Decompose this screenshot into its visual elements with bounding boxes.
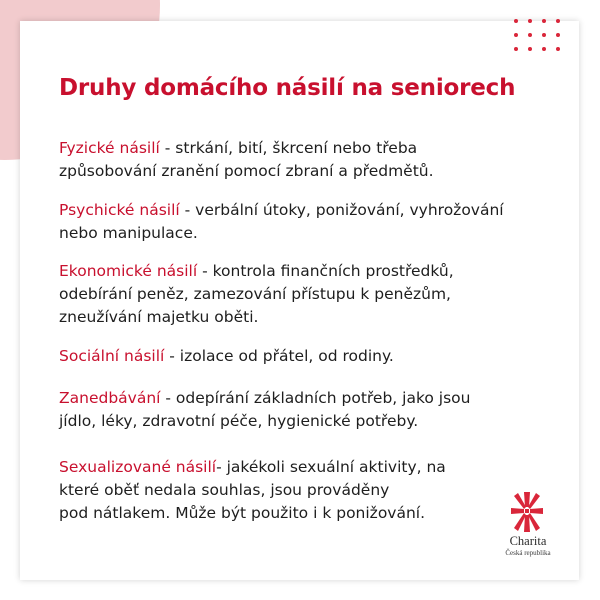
violence-type-description: - odepírání základních potřeb, jako jsou jídlo, léky, zdravotní péče, hygienické potřeby. (59, 389, 471, 430)
decorative-dot (514, 33, 518, 37)
decorative-dot (528, 19, 532, 23)
violence-type-description: - kontrola finančních prostředků, odebírání peněz, zamezování přístupu k penězům, zneužívání majetku oběti. (59, 262, 454, 326)
violence-type-term: Psychické násilí (59, 201, 180, 219)
violence-type-economic (59, 260, 539, 329)
violence-type-description: - strkání, bití, škrcení nebo třeba způsobování zranění pomocí zbraní a předmětů. (59, 139, 434, 180)
violence-type-term: Ekonomické násilí (59, 262, 198, 280)
charita-cross-icon (511, 492, 543, 534)
violence-type-social (59, 345, 539, 368)
violence-type-neglect (59, 387, 539, 433)
violence-type-term: Sexualizované násilí (59, 458, 217, 476)
decorative-dot (542, 19, 546, 23)
violence-type-psychological (59, 199, 539, 245)
decorative-dot (514, 47, 518, 51)
decorative-dot (528, 47, 532, 51)
decorative-dot-grid (514, 19, 562, 51)
decorative-dot (542, 47, 546, 51)
decorative-dot (528, 33, 532, 37)
violence-type-description: - verbální útoky, ponižování, vyhrožování nebo manipulace. (59, 201, 504, 242)
decorative-dot (556, 47, 560, 51)
decorative-dot (542, 33, 546, 37)
violence-type-term: Fyzické násilí (59, 139, 160, 157)
violence-type-sexualized (59, 456, 539, 525)
violence-type-term: Sociální násilí (59, 347, 165, 365)
violence-type-description: - jakékoli sexuální aktivity, na které oběť nedala souhlas, jsou prováděny pod nátlakem. Může být použito i k ponižování. (59, 458, 446, 522)
decorative-dot (556, 33, 560, 37)
violence-type-description: - izolace od přátel, od rodiny. (164, 347, 394, 365)
decorative-dot (556, 19, 560, 23)
charita-logo (498, 492, 568, 562)
logo-subtitle: Česká republika (505, 549, 551, 557)
decorative-dot (514, 19, 518, 23)
logo-name: Charita (509, 534, 547, 548)
page-title: Druhy domácího násilí na seniorech (59, 75, 516, 101)
violence-type-physical (59, 137, 539, 183)
violence-type-term: Zanedbávání (59, 389, 161, 407)
